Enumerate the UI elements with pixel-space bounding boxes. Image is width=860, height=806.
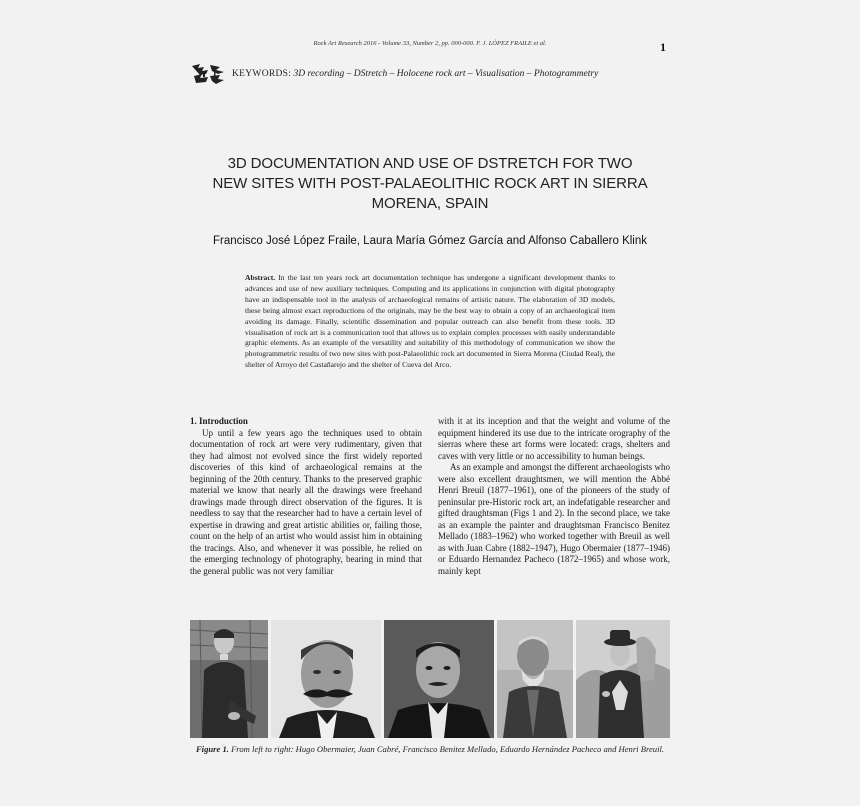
portrait-benitez-mellado xyxy=(384,620,494,738)
abstract-label: Abstract. xyxy=(245,273,276,282)
abstract xyxy=(245,273,615,371)
portrait-breuil xyxy=(576,620,670,738)
portrait-cabre xyxy=(271,620,381,738)
body-column-right xyxy=(438,416,670,577)
body-paragraph: with it at its inception and that the weight and volume of the equipment hindered its use due to the intricate orography of the sierras where these art forms were located: crags, shelters and caves with very little or no accessibility to human beings. xyxy=(438,416,670,461)
author-list: Francisco José López Fraile, Laura María Gómez García and Alfonso Caballero Klink xyxy=(212,235,647,247)
title-line: 3D DOCUMENTATION AND USE OF DSTRETCH FOR TWO xyxy=(227,155,633,172)
page-number: 1 xyxy=(660,40,666,54)
title-line: NEW SITES WITH POST-PALAEOLITHIC ROCK ART IN SIERRA xyxy=(212,175,648,192)
title-line: MORENA, SPAIN xyxy=(371,195,489,212)
section-heading: 1. Introduction xyxy=(190,416,248,426)
keywords-line xyxy=(232,69,672,79)
body-paragraph: As an example and amongst the different archaeologists who were also excellent draughtsmen, we will mention the Abbé Henri Breuil (1877–1961), one of the pioneers of the study of peninsular pre-Historic rock art, an indefatigable researcher and gifted draughtsman (Figs 1 and 2). In the second place, we take as an example the painter and draughtsman Francisco Benitez Mellado (1883–1962) who worked together with Breuil as well as with Juan Cabre (1882–1947), Hugo Obermaier (1877–1946) or Eduardo Hernandez Pacheco (1872–1965) and whose work, mainly kept xyxy=(438,462,670,576)
portrait-obermaier xyxy=(190,620,268,738)
article-title xyxy=(160,154,700,214)
keywords-label: KEYWORDS: xyxy=(232,69,292,79)
journal-logo-icon xyxy=(190,62,226,86)
body-column-left xyxy=(190,416,422,577)
figure-caption xyxy=(190,744,670,755)
portrait-hernandez-pacheco xyxy=(497,620,573,738)
figure-label: Figure 1. xyxy=(195,744,229,754)
figure-caption-text: From left to right: Hugo Obermaier, Juan Cabré, Francisco Benitez Mellado, Eduardo Hernández Pacheco and Henri Breuil. xyxy=(231,744,665,754)
body-paragraph: Up until a few years ago the techniques used to obtain documentation of rock art were very rudimentary, given that they had almost not evolved since the first widely reported discoveries of this kind of archaeological remains at the beginning of the 20th century. Thanks to the preserved graphic material we know that nearly all the drawings were freehand drawings made through direct observation of the figures. It is needless to say that the researcher had to have a certain level of expertise in drawing and great artistic abilities or, failing those, count on the help of an artist who would assist him in obtaining the tracings. Also, and whenever it was possible, he relied on the emerging technology of photography, bearing in mind that the general public was not very familiar xyxy=(190,427,422,576)
abstract-text: In the last ten years rock art documentation technique has undergone a significant development thanks to advances and use of new auxiliary techniques. Computing and its applications in conjunction with digital photography have an indispensable tool in the analysis of archaeological remains of artistic nature. The elaboration of 3D models, these being almost exact reproductions of the originals, may be the best way to obtain a copy of an archaeological item avoiding its damage. Finally, scientific dissemination and popular outreach can also benefit from these tools. 3D visualisation of rock art is a communication tool that allows us to explain complex processes with easily understandable graphic elements. As an example of the versatility and suitability of this methodology of communication we show the photogrammetric results of two new sites with post-Palaeolithic rock art documented in Sierra Morena (Ciudad Real), the shelter of Arroyo del Castañarejo and the shelter of Cueva del Arco. xyxy=(245,273,615,370)
figure-1-photos xyxy=(190,620,670,738)
running-head: Rock Art Research 2016 - Volume 33, Number 2, pp. 000-000. F. J. LÓPEZ FRAILE et al. xyxy=(313,40,547,47)
keywords-list: 3D recording – DStretch – Holocene rock art – Visualisation – Photogrammetry xyxy=(293,69,599,79)
